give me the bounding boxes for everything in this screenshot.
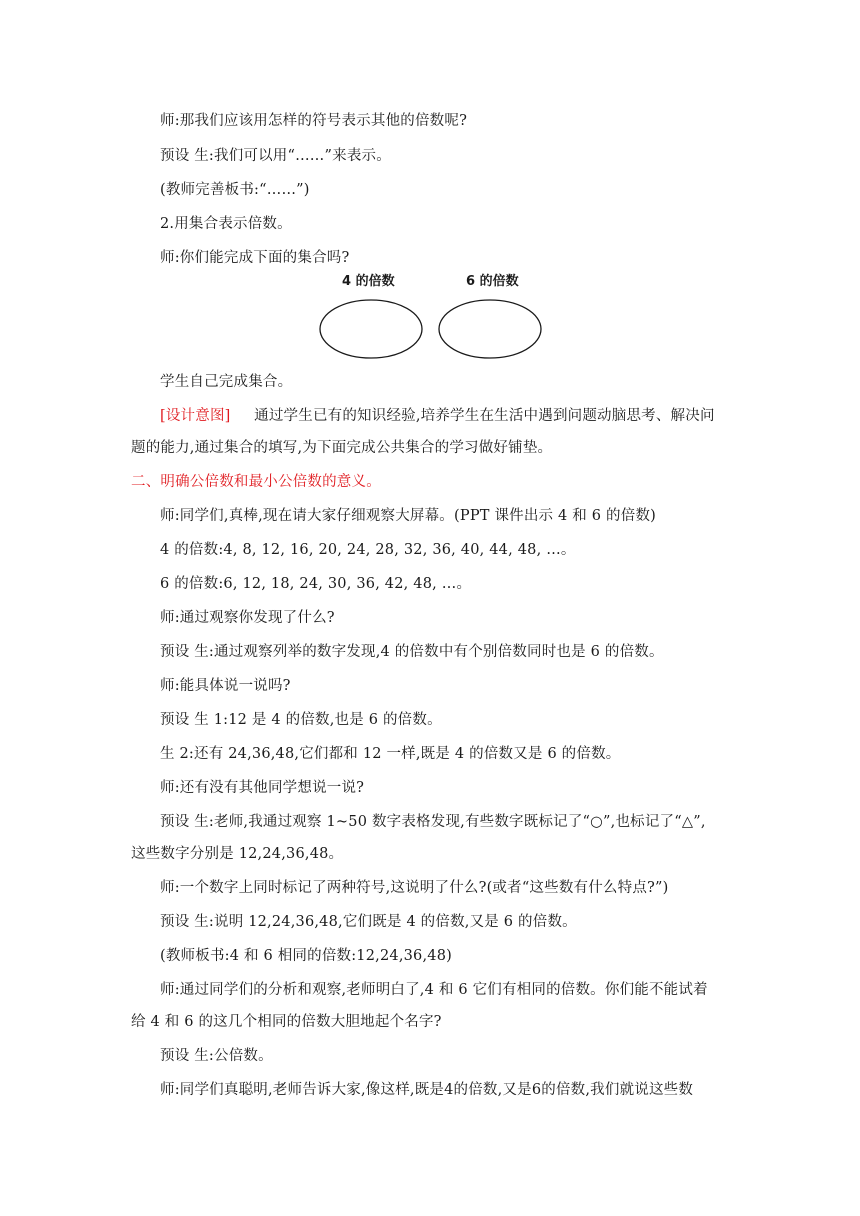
paragraph: 师:那我们应该用怎样的符号表示其他的倍数呢? (160, 113, 468, 129)
paragraph: 生 2:还有 24,36,48,它们都和 12 一样,既是 4 的倍数又是 6 的倍数。 (160, 746, 621, 762)
paragraph: 预设 生 1:12 是 4 的倍数,也是 6 的倍数。 (160, 712, 442, 728)
paragraph: 师:通过同学们的分析和观察,老师明白了,4 和 6 它们有相同的倍数。你们能不能试着 (160, 982, 708, 998)
paragraph: 师:能具体说一说吗? (160, 678, 291, 694)
paragraph: (教师完善板书:“……”) (160, 182, 310, 198)
paragraph: 题的能力,通过集合的填写,为下面完成公共集合的学习做好铺垫。 (131, 440, 553, 456)
paragraph: 4 的倍数:4, 8, 12, 16, 20, 24, 28, 32, 36, 40, 44, 48, …。 (160, 542, 576, 558)
set-a-label: 4 的倍数 (342, 274, 395, 289)
paragraph: 预设 生:公倍数。 (160, 1048, 273, 1064)
paragraph: 师:还有没有其他同学想说一说? (160, 780, 365, 796)
design-intent-text: 通过学生已有的知识经验,培养学生在生活中遇到问题动脑思考、解决问 (254, 408, 715, 424)
paragraph: 预设 生:说明 12,24,36,48,它们既是 4 的倍数,又是 6 的倍数。 (160, 914, 577, 930)
section-heading: 二、明确公倍数和最小公倍数的意义。 (131, 474, 381, 490)
set-diagram (318, 274, 548, 366)
paragraph: 师:同学们,真棒,现在请大家仔细观察大屏幕。(PPT 课件出示 4 和 6 的倍数) (160, 508, 656, 524)
design-intent-label: [设计意图] (160, 408, 231, 424)
set-a-ellipse (320, 300, 422, 358)
set-b-label: 6 的倍数 (466, 274, 519, 289)
paragraph: 师:通过观察你发现了什么? (160, 610, 335, 626)
paragraph: 学生自己完成集合。 (160, 374, 293, 390)
paragraph: 6 的倍数:6, 12, 18, 24, 30, 36, 42, 48, …。 (160, 576, 472, 592)
paragraph: 给 4 和 6 的这几个相同的倍数大胆地起个名字? (131, 1014, 442, 1030)
paragraph: 师:你们能完成下面的集合吗? (160, 250, 350, 266)
design-intent (160, 406, 715, 426)
paragraph: 预设 生:通过观察列举的数字发现,4 的倍数中有个别倍数同时也是 6 的倍数。 (160, 644, 664, 660)
set-b-ellipse (439, 300, 541, 358)
paragraph: 师:同学们真聪明,老师告诉大家,像这样,既是4的倍数,又是6的倍数,我们就说这些数 (160, 1082, 694, 1098)
paragraph: 预设 生:老师,我通过观察 1~50 数字表格发现,有些数字既标记了“○”,也标记了“△”, (160, 814, 706, 830)
paragraph: (教师板书:4 和 6 相同的倍数:12,24,36,48) (160, 948, 452, 964)
paragraph: 这些数字分别是 12,24,36,48。 (131, 846, 344, 862)
subheading: 2.用集合表示倍数。 (160, 216, 292, 232)
paragraph: 师:一个数字上同时标记了两种符号,这说明了什么?(或者“这些数有什么特点?”) (160, 880, 669, 896)
paragraph: 预设 生:我们可以用“……”来表示。 (160, 148, 391, 164)
